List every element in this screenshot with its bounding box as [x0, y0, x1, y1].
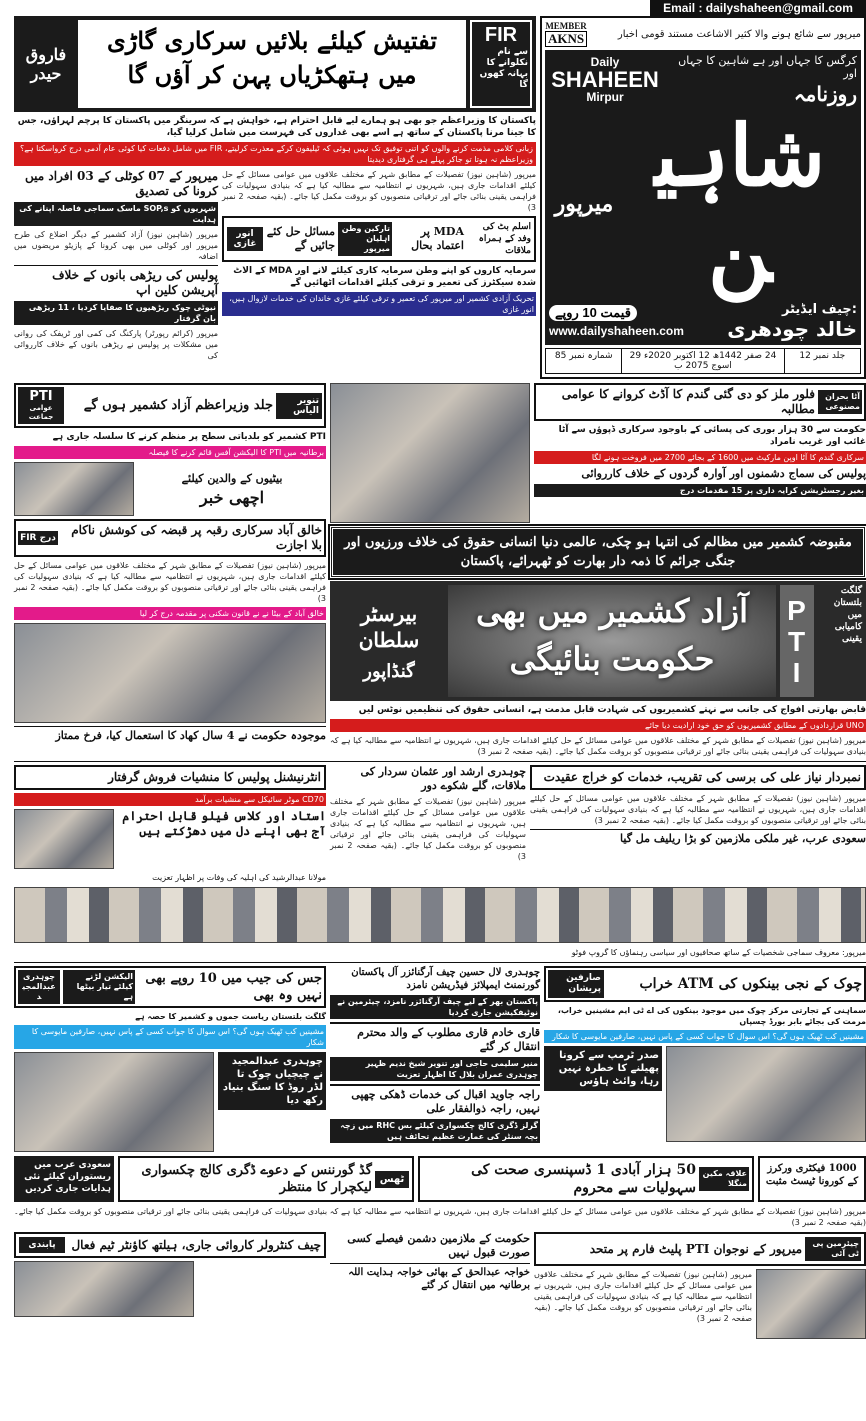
saudi-relief-headline: سعودی عرب، غیر ملکی ملازمین کو بڑا ریلیف مل گیا [530, 829, 866, 845]
lead-headline: آزاد کشمیر میں بھی حکومت بنائیگی [448, 585, 776, 697]
masthead [540, 16, 866, 379]
editor-name: خالد چودھری [727, 317, 857, 341]
fir-subtext: سے نام نکلوانے کا بہانہ کھوں گا [479, 47, 528, 90]
fir-label: FIR [484, 24, 518, 46]
atm-headline: چوک کے نجی بینکوں کی ATM خراب [639, 976, 862, 992]
group-photo-strip [14, 887, 866, 943]
left-stories [14, 169, 218, 361]
employees-headline: حکومت کے ملازمین دشمن فیصلے کسی صورت قبول نہیں [347, 1232, 530, 1259]
atm-cyan-bar: مشینیں کب ٹھیک ہوں گی؟ اس سوال کا جواب کسی کے پاس نہیں، صارفین مایوسی کا شکار [544, 1030, 866, 1043]
meeting-headline: چوہدری ارشد اور عثمان سردار کی ملاقات، گلے شکوے دور [360, 765, 526, 792]
mda-headline: مسائل حل کئے جائیں گے [266, 225, 335, 252]
mda-name: انور غازی [227, 227, 263, 251]
story-body: میرپور (کرائم رپورٹر) پارکنگ کی کمی اور ٹریفک کی روانی میں مشکلات پر پولیس نے ریڑھی بانوں کے خلاف کارروائی کی [14, 329, 218, 360]
mda-blue-bar: تحریک آزادی کشمیر اور میرپور کی تعمیر و ترقی کیلئے غازی خاندان کی خدمات لازوال ہیں، انور غازی [222, 292, 536, 316]
lead-story [330, 581, 866, 701]
center-bar: پاکستان بھر کے لیے چیف آرگنائزر نامزد، چیئرمین نے نوٹیفکیشن جاری کردیا [330, 995, 540, 1019]
photo-caption: مولانا عبدالرشید کی اہلیہ کی وفات پر اظہار تعزیت [152, 873, 326, 882]
mda-story-box [222, 216, 536, 262]
top-section [14, 16, 866, 379]
atm-story-box [544, 966, 866, 1002]
center-headline: قاری خادم قاری مطلوب کے والد محترم انتقال کر گئے [330, 1022, 540, 1054]
mda-expats: تارکین وطن اہلیان میرپور [338, 222, 392, 256]
bottom-section [14, 962, 866, 1152]
pocket-story-box [14, 966, 326, 1008]
story-body: میرپور (شاہین نیوز) آزاد کشمیر کے دیگر اضلاع کی طرح میرپور اور کوٹلی میں بھی کرونا کے پازیٹو مریضوں میں اضافہ [14, 230, 218, 261]
factory-headline: 1000 فیکٹری ورکرز کے کورونا ٹیسٹ مثبت [758, 1156, 866, 1202]
kashmir-banner: مقبوضہ کشمیر میں مظالم کی انتہا ہو چکی، عالمی دنیا انسانی حقوق کی خلاف ورزیوں اور جنگی جرائم کا ذمہ دار بھارت کو ٹھہرائے، پاکستان [330, 526, 866, 578]
member-label: MEMBER [545, 21, 587, 31]
top-story-banner [14, 16, 536, 112]
center-headline: چوہدری لال حسین چیف آرگنائزر آل پاکستان گورنمنٹ ایمپلائز فیڈریشن نامزد [351, 967, 540, 991]
barsi-body: میرپور (شاہین نیوز) تفصیلات کے مطابق شہر کے مختلف علاقوں میں عوامی مسائل کے حل کیلئے اقدامات جاری ہیں، شہریوں نے انتظامیہ سے مطالبہ کیا ہے کہ بنیادی سہولیات کی فراہمی یقینی بنائی جائے اور ترقیاتی منصوبوں کو بروقت مکمل کیا جائے۔ (بقیہ صفحہ 2 نمبر 3) [530, 794, 866, 825]
chief-badge: پابندی [19, 1237, 65, 1253]
mda-meeting: اسلم بٹ کی وفد کے ہمراہ ملاقات [478, 222, 531, 256]
story-bar: نیوٹی چوک ریڑھیوں کا صفایا کردیا ، 11 ریڑھی بان گرفتار [14, 301, 218, 325]
health-headline: 50 ہزار آبادی 1 ڈسپنسری صحت کی سہولیات سے محروم [471, 1162, 696, 1196]
newspaper-page [14, 16, 866, 1339]
atm-badge: صارفین پریشان [548, 970, 604, 998]
fir-badge [470, 20, 532, 108]
slogan: کرگس کا جہاں اور ہے شاہین کا جہاں اور [678, 54, 857, 80]
flour-subhead: حکومت سے 30 ہزار بوری کی پسائی کے باوجود سرکاری ڈپوؤں سے آٹا غائب اور غریب نامراد [558, 425, 866, 447]
pti-sublabel: عوامی جماعت [28, 404, 54, 421]
top-headline: تفتیش کیلئے بلائیں سرکاری گاڑی میں ہتھکڑیاں پہن کر آؤں گا [78, 20, 466, 108]
groundbreaking-photo [14, 1052, 214, 1152]
police-headline: پولیس کی سماج دشمنوں اور آوارہ گردوں کے خلاف کارروائی [581, 467, 866, 480]
roznama-label: روزنامہ [793, 82, 857, 106]
volume-number: جلد نمبر 12 [784, 349, 860, 373]
teacher-headline: استاد اور کلاس فیلو قابل احترام آج بھی اپنے دل میں دھڑکتے ہیں [122, 809, 326, 838]
portrait-photo [14, 809, 114, 869]
flour-badge: آٹا بحران مصنوعی [818, 390, 862, 414]
urdu-title: شاہین [654, 106, 826, 301]
story-headline: میرپور کے 07 کوٹلی کے 03 افراد میں کرونا کی تصدیق [25, 169, 218, 198]
issue-number: شمارہ نمبر 85 [554, 351, 613, 361]
groundbreaking-headline: چوہدری عبدالمجید نے چیچیاں چوک تا لڈر روڈ کا سنگ بنیاد رکھ دیا [218, 1052, 326, 1110]
meeting-photo [330, 383, 530, 523]
left-column [14, 383, 326, 742]
mid-row [14, 761, 866, 883]
top-story-name: فاروق حیدر [25, 45, 67, 83]
masthead-logo-area [545, 50, 861, 345]
fir-story-box [14, 519, 326, 557]
barsi-headline: نمبردار نیاز علی کی برسی کی تقریب، خدمات کو خراج عقیدت [530, 765, 866, 790]
lead-side-text: گلگت بلتستان میں کامیابی یقینی [833, 586, 862, 644]
mid-story-red-bar: CD70 موٹر سائیکل سے منشیات برآمد [14, 793, 326, 806]
saudi-restaurant-headline: سعودی عرب میں ریستوران کیلئے نئی ہدایات جاری کردیں [14, 1156, 114, 1202]
story-headline: پولیس کی ریڑھی بانوں کے خلاف آپریشن کلین اپ [14, 265, 218, 298]
lead-pti-badge: PTI [780, 585, 814, 697]
flour-red-bar: سرکاری گندم کا آٹا اوپن مارکیٹ میں 1600 کے بجائے 2700 میں فروخت ہونے لگا [534, 451, 866, 464]
top-left-area [14, 16, 536, 361]
daughters-title: بیٹیوں کے والدین کیلئے [181, 471, 283, 485]
health-box [418, 1156, 754, 1202]
fir-story-body: میرپور (شاہین نیوز) تفصیلات کے مطابق شہر کے مختلف علاقوں میں عوامی مسائل کے حل کیلئے اقدامات جاری ہیں، شہریوں نے انتظامیہ سے مطالبہ کیا ہے کہ بنیادی سہولیات کی فراہمی یقینی بنائی جائے اور ترقیاتی منصوبوں کو بروقت مکمل کیا جائے۔ (بقیہ صفحہ 2 نمبر 3) [14, 561, 326, 603]
bottom-center-column [330, 966, 540, 1143]
daily-label: Daily [590, 55, 620, 69]
pti-pink-bar: برطانیہ میں PTI کا الیکشن آفس قائم کرنے کا فیصلہ [14, 446, 326, 459]
editor-label: چیف ایڈیٹر: [781, 302, 857, 317]
shaheen-label: SHAHEEN [551, 67, 659, 92]
college-headline: گڈ گورننس کے دعوے ڈگری کالج چکسواری لیکچرار کا منتظر [141, 1163, 372, 1195]
youth-badge: چیئرمین پی ٹی آئی [805, 1237, 861, 1261]
youth-box [534, 1232, 866, 1266]
last-row [14, 1232, 866, 1339]
college-box [118, 1156, 414, 1202]
pocket-cyan-bar: مشینیں کب ٹھیک ہوں گی؟ اس سوال کا جواب کسی کے پاس نہیں، صارفین مایوسی کا شکار [14, 1025, 326, 1049]
top-story-red-bar: زبانی کلامی مذمت کرنے والوں کو اتنی توفیق تک نہیں ہوئی کہ ٹیلیفون کرکے معذرت کرلیتے، FIR میں شامل دفعات کیا کوئی عام آدمی درج کرواسکتا ہے؟ وزیراعظم نہ ہوتا تو جاکر پہلے ہی گرفتاری دیدیتا [14, 142, 536, 166]
bottom-body: میرپور (شاہین نیوز) تفصیلات کے مطابق شہر کے مختلف علاقوں میں عوامی مسائل کے حل کیلئے اقدامات جاری ہیں، شہریوں نے انتظامیہ سے مطالبہ کیا ہے کہ بنیادی سہولیات کی فراہمی یقینی بنائی جائے اور ترقیاتی منصوبوں کو بروقت مکمل کیا جائے۔ (بقیہ صفحہ 2 نمبر 3) [14, 1207, 866, 1227]
trump-headline: صدر ٹرمپ سے کرونا پھیلنے کا خطرہ نہیں رہا، وائٹ ہاؤس [544, 1046, 662, 1091]
chief-controller-box [14, 1232, 326, 1258]
flour-headline: فلور ملز کو دی گئی گندم کا آڈٹ کروانے کا عوامی مطالبہ [561, 387, 815, 416]
youth-portrait-photo [756, 1269, 866, 1339]
lead-body: قابض بھارتی افواج کی جانب سے نہتے کشمیریوں کی شہادت قابل مذمت ہے، انسانی حقوق کی تنظیمیں نوٹس لیں [358, 705, 866, 715]
city-label: میرپور [554, 191, 614, 217]
mda-body: سرمایہ کاروں کو اپنے وطن سرمایہ کاری کیلئے لانے اور MDA کے الاٹ شدہ سیکٹرز کی تعمیر و ترقی کیلئے اقدامات اٹھائیں گے [233, 266, 536, 288]
pti-label: PTI [29, 389, 53, 404]
website-link[interactable]: www.dailyshaheen.com [549, 324, 684, 338]
mirpur-label: Mirpur [586, 90, 624, 104]
akns-label: AKNS [545, 31, 587, 47]
email-row [0, 0, 866, 16]
chief-controller-headline: چیف کنٹرولر کاروائی جاری، ہیلتھ کاؤنٹر ٹیم فعال [71, 1237, 321, 1252]
uk-pti-photo [14, 462, 134, 516]
youth-headline: میرپور کے نوجوان PTI پلیٹ فارم پر متحد [589, 1241, 802, 1256]
lead-name-2: گنڈاپور [363, 660, 415, 682]
pti-story-box [14, 383, 326, 428]
pti-badge [18, 387, 64, 424]
akns-member-badge [545, 21, 587, 47]
fir-story-badge: FIR درج [18, 531, 58, 545]
fir-story-headline: خالق آباد سرکاری رقبہ پر قبضہ کی کوشش ناکام بلا اجازت [71, 523, 322, 552]
english-logo [549, 56, 661, 104]
price-badge: قیمت 10 روپے [549, 305, 637, 321]
mid-story-headline: انٹرنیشنل پولیس کا منشیات فروش گرفتار [14, 765, 326, 790]
pti-headline: جلد وزیراعظم آزاد کشمیر ہوں گے [83, 398, 273, 413]
pti-name: تنویر الیاس [276, 393, 322, 419]
pti-body: PTI کشمیر کو بلدیاتی سطح پر منظم کرنے کا سلسلہ جاری ہے [52, 432, 326, 442]
meeting-body: میرپور (شاہین نیوز) تفصیلات کے مطابق شہر کے مختلف علاقوں میں عوامی مسائل کے حل کیلئے اقدامات جاری ہیں، شہریوں نے انتظامیہ سے مطالبہ کیا ہے کہ بنیادی سہولیات کی فراہمی یقینی بنائی جائے اور ترقیاتی منصوبوں کو بروقت مکمل کیا جائے۔ (بقیہ صفحہ 2 نمبر 3) [330, 797, 526, 861]
tagline: میرپور سے شائع ہونے والا کثیر الاشاعت مستند قومی اخبار [617, 28, 861, 40]
chief-editor [688, 302, 857, 341]
pocket-headline: جس کی جیب میں 10 روپے بھی نہیں وہ بھی [145, 971, 322, 1003]
pocket-name: چوہدری عبدالمجید [18, 970, 60, 1004]
flour-headline-box [534, 383, 866, 421]
bottom-headline-row [14, 1156, 866, 1202]
atm-subhead: سماہنی کے تجارتی مرکز چوک میں موجود بینکوں کی اے ٹی ایم مشینیں خراب، مرمت کی بجائے بابر بورڈ چسپاں [557, 1006, 866, 1026]
fertilizer-caption: موجودہ حکومت نے 4 سال کھاد کا استعمال کیا، فرخ ممتاز [14, 726, 326, 742]
religious-meeting-photo [666, 1046, 866, 1142]
right-area [330, 383, 866, 757]
center-headline: راجہ جاوید اقبال کی خدمات ڈھکی چھپی نہیں، راجہ ذوالفقار علی [330, 1084, 540, 1116]
right-column [534, 383, 866, 497]
story-bar: شہریوں کو SOP,s ماسک سماجی فاصلہ اپنانے کی ہدایت [14, 202, 218, 226]
lead-text: میرپور (شاہین نیوز) تفصیلات کے مطابق شہر کے مختلف علاقوں میں عوامی مسائل کے حل کیلئے اقدامات جاری ہیں، شہریوں نے انتظامیہ سے مطالبہ کیا ہے کہ بنیادی سہولیات کی فراہمی یقینی بنائی جائے اور ترقیاتی منصوبوں کو بروقت مکمل کیا جائے۔ (بقیہ صفحہ 2 نمبر 3) [330, 736, 866, 756]
top-story-body: میرپور (شاہین نیوز) تفصیلات کے مطابق شہر کے مختلف علاقوں میں عوامی مسائل کے حل کیلئے اقدامات جاری ہیں، شہریوں نے انتظامیہ سے مطالبہ کیا ہے کہ بنیادی سہولیات کی فراہمی یقینی بنائی جائے اور ترقیاتی منصوبوں کو بروقت مکمل کیا جائے۔ (بقیہ صفحہ 2 نمبر 3) [222, 170, 536, 212]
center-bar: منیر سلیمی حاجی اور تنویر شیخ ندیم ظہیر چوہدری عمران بلال کا اظہار تعزیت [330, 1057, 540, 1081]
health-badge: علاقہ مکین منگلا [699, 1167, 749, 1191]
center-bar: گرلز ڈگری کالج چکسواری کیلئے بس RHC میں زچہ بچہ سنٹر کی عمارت عظیم تحائف ہیں [330, 1119, 540, 1143]
strip-caption: میرپور: معروف سماجی شخصیات کے ساتھ صحافیوں اور سیاسی رہنماؤں کا گروپ فوٹو [571, 948, 866, 957]
issue-date: 24 صفر 1442ھ 12 اکتوبر 2020ء 29 اسوج 2075 ب [621, 349, 783, 373]
hospital-photo [14, 1261, 194, 1317]
youth-body: میرپور (شاہین نیوز) تفصیلات کے مطابق شہر کے مختلف علاقوں میں عوامی مسائل کے حل کیلئے اقدامات جاری ہیں، شہریوں نے انتظامیہ سے مطالبہ کیا ہے کہ بنیادی سہولیات کی فراہمی یقینی بنائی جائے اور ترقیاتی منصوبوں کو بروقت مکمل کیا جائے۔ (بقیہ صفحہ 2 نمبر 3) [534, 1270, 752, 1323]
middle-section [14, 383, 866, 757]
top-story-subhead: پاکستان کا وزیراعظم جو بھی ہو ہمارے لیے قابل احترام ہے، خواہش ہے کہ سرینگر میں پاکستان کا پرچم لہراؤں، جس کا جینا مرنا پاکستان کے ساتھ ہے اسے بھی غداروں کی فہرست میں شامل کرلیا گیا، [17, 116, 536, 138]
pocket-subhead: گلگت بلتستان ریاست جموں و کشمیر کا حصہ ہے [135, 1012, 326, 1021]
fir-pink-bar: خالق آباد کے بیٹا نے نے قانون شکنی پر مقدمہ درج کر لیا [14, 607, 326, 620]
email-banner: Email : dailyshaheen@gmail.com [650, 0, 866, 16]
lead-name: بیرسٹر سلطان [358, 601, 420, 652]
condolence-headline: خواجہ عبدالحق کے بھائی خواجہ ہدایت اللہ برطانیہ میں انتقال کر گئے [330, 1263, 530, 1292]
construction-photo [14, 623, 326, 723]
mda-trust: MDA پر اعتماد بحال [411, 225, 464, 252]
college-badge: ٹھس [375, 1171, 409, 1188]
mda-column [222, 169, 536, 316]
lead-red-bar: UNO قراردادوں کے مطابق کشمیریوں کو حق خود ارادیت دیا جائے [330, 719, 866, 732]
daughters-subtitle: اچھی خبر [199, 487, 265, 507]
issue-info-bar [545, 348, 861, 374]
police-subhead: بغیر رجسٹریشن کرایہ داری پر 15 مقدمات درج [534, 484, 866, 497]
pocket-badge: الیکشن لڑنے کیلئے تیار بیٹھا ہے [63, 970, 135, 1004]
